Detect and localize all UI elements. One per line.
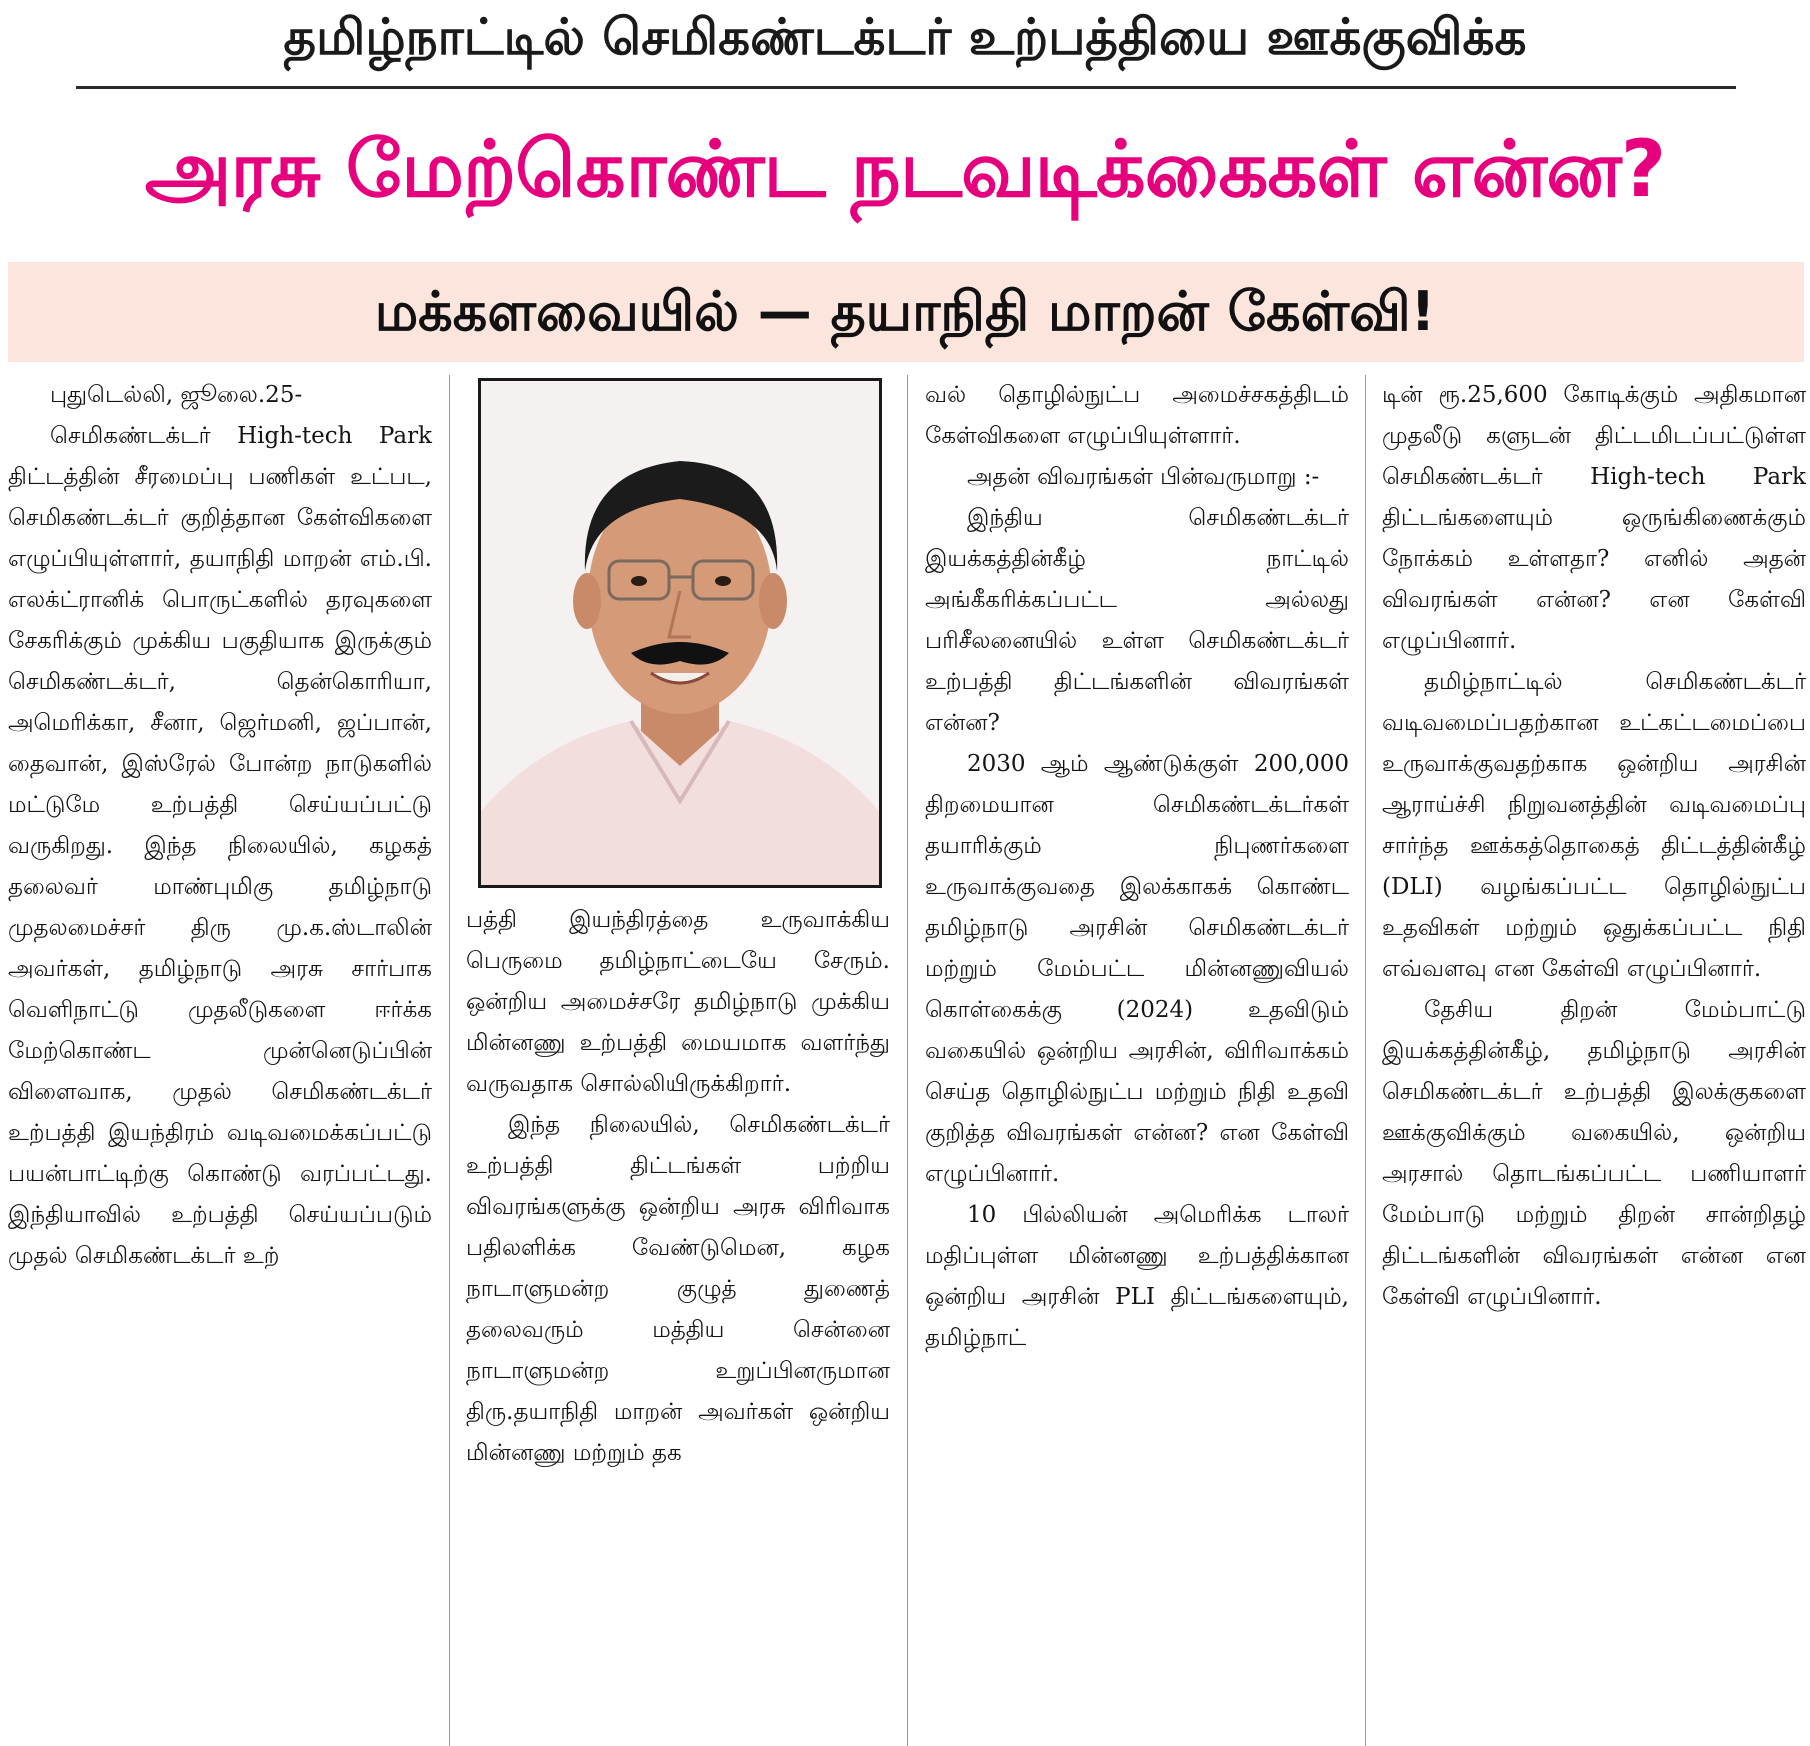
dateline: புதுடெல்லி, ஜூலை.25- [50,382,303,408]
portrait-photo-icon [481,381,879,885]
paragraph: 10 பில்லியன் அமெரிக்க டாலர் மதிப்புள்ள மின்னணு உற்பத்திக்கான ஒன்றிய அரசின் PLI திட்டங்களையும், தமிழ்நாட் [925,1202,1349,1351]
kicker-line: தமிழ்நாட்டில் செமிகண்டக்டர் உற்பத்தியை ஊக்குவிக்க [283,8,1527,66]
headline: அரசு மேற்கொண்ட நடவடிக்கைகள் என்ன? [144,125,1666,215]
article-column-3 [925,375,1349,1359]
paragraph: இந்திய செமிகண்டக்டர் இயக்கத்தின்கீழ் நாட்டில் அங்கீகரிக்கப்பட்ட அல்லது பரிசீலனையில் உள்ள செமிகண்டக்டர் உற்பத்தி திட்டங்களின் விவரங்கள் என்ன? [925,505,1349,736]
paragraph: டின் ரூ.25,600 கோடிக்கும் அதிகமான முதலீடு களுடன் திட்டமிடப்பட்டுள்ள செமிகண்டக்டர் High-tech Park திட்டங்களையும் ஒருங்கிணைக்கும் நோக்கம் உள்ளதா? எனில் அதன் விவரங்கள் என்ன? என கேள்வி எழுப்பினார். [1382,382,1806,654]
kicker-underline [76,86,1736,89]
article-column-2 [466,900,890,1474]
column-divider [907,375,908,1746]
article-column-1 [8,375,432,1277]
article-column-4 [1382,375,1806,1318]
paragraph: செமிகண்டக்டர் High-tech Park திட்டத்தின் சீரமைப்பு பணிகள் உட்பட, செமிகண்டக்டர் குறித்தான கேள்விகளை எழுப்பியுள்ளார், தயாநிதி மாறன் எம்.பி. எலக்ட்ரானிக் பொருட்களில் தரவுகளை சேகரிக்கும் முக்கிய பகுதியாக இருக்கும் செமிகண்டக்டர், தென்கொரியா, அமெரிக்கா, சீனா, ஜெர்மனி, ஜப்பான், தைவான், இஸ்ரேல் போன்ற நாடுகளில் மட்டுமே உற்பத்தி செய்யப்பட்டு வருகிறது. இந்த நிலையில், கழகத் தலைவர் மாண்புமிகு தமிழ்நாடு முதலமைச்சர் திரு மு.க.ஸ்டாலின் அவர்கள், தமிழ்நாடு அரசு சார்பாக வெளிநாட்டு முதலீடுகளை ஈர்க்க மேற்கொண்ட முன்னெடுப்பின் விளைவாக, முதல் செமிகண்டக்டர் உற்பத்தி இயந்திரம் வடிவமைக்கப்பட்டு பயன்பாட்டிற்கு கொண்டு வரப்பட்டது. இந்தியாவில் உற்பத்தி செய்யப்படும் முதல் செமிகண்டக்டர் உற் [8,423,432,1269]
column-divider [1365,375,1366,1746]
column-divider [449,375,450,1746]
paragraph: இந்த நிலையில், செமிகண்டக்டர் உற்பத்தி திட்டங்கள் பற்றிய விவரங்களுக்கு ஒன்றிய அரசு விரிவாக பதிலளிக்க வேண்டுமென, கழக நாடாளுமன்ற குழுத் துணைத் தலைவரும் மத்திய சென்னை நாடாளுமன்ற உறுப்பினருமான திரு.தயாநிதி மாறன் அவர்கள் ஒன்றிய மின்னணு மற்றும் தக [466,1112,890,1466]
paragraph: தேசிய திறன் மேம்பாட்டு இயக்கத்தின்கீழ், தமிழ்நாடு அரசின் செமிகண்டக்டர் உற்பத்தி இலக்குகளை ஊக்குவிக்கும் வகையில், ஒன்றிய அரசால் தொடங்கப்பட்ட பணியாளர் மேம்பாடு மற்றும் திறன் சான்றிதழ் திட்டங்களின் விவரங்கள் என்ன என கேள்வி எழுப்பினார். [1382,997,1806,1310]
subheadline: மக்களவையில் — தயாநிதி மாறன் கேள்வி! [374,280,1436,343]
paragraph: வல் தொழில்நுட்ப அமைச்சகத்திடம் கேள்விகளை எழுப்பியுள்ளார். [925,382,1349,449]
paragraph: 2030 ஆம் ஆண்டுக்குள் 200,000 திறமையான செமிகண்டக்டர்கள் தயாரிக்கும் நிபுணர்களை உருவாக்குவதை இலக்காகக் கொண்ட தமிழ்நாடு அரசின் செமிகண்டக்டர் மற்றும் மேம்பட்ட மின்னணுவியல் கொள்கைக்கு (2024) உதவிடும் வகையில் ஒன்றிய அரசின், விரிவாக்கம் செய்த தொழில்நுட்ப மற்றும் நிதி உதவி குறித்த விவரங்கள் என்ன? என கேள்வி எழுப்பினார். [925,751,1349,1187]
paragraph: அதன் விவரங்கள் பின்வருமாறு :- [967,464,1320,490]
portrait-photo [478,378,882,888]
paragraph: பத்தி இயந்திரத்தை உருவாக்கிய பெருமை தமிழ்நாட்டையே சேரும். ஒன்றிய அமைச்சரே தமிழ்நாடு முக்கிய மின்னணு உற்பத்தி மையமாக வளர்ந்து வருவதாக சொல்லியிருக்கிறார். [466,907,890,1097]
paragraph: தமிழ்நாட்டில் செமிகண்டக்டர் வடிவமைப்பதற்கான உட்கட்டமைப்பை உருவாக்குவதற்காக ஒன்றிய அரசின் ஆராய்ச்சி நிறுவனத்தின் வடிவமைப்பு சார்ந்த ஊக்கத்தொகைத் திட்டத்தின்கீழ் (DLI) வழங்கப்பட்ட தொழில்நுட்ப உதவிகள் மற்றும் ஒதுக்கப்பட்ட நிதி எவ்வளவு என கேள்வி எழுப்பினார். [1382,669,1806,982]
